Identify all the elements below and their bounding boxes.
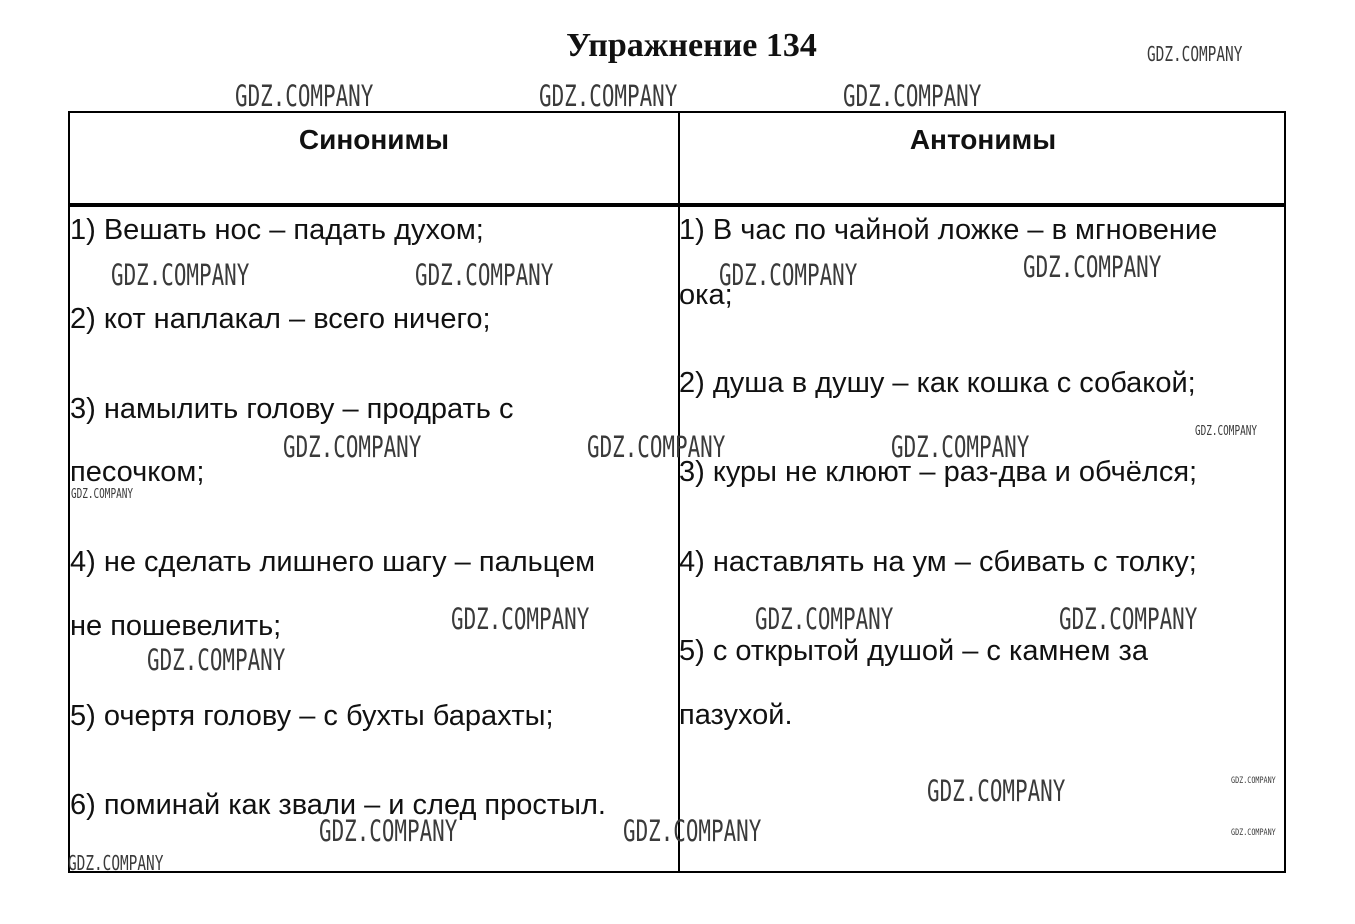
watermark: GDZ.COMPANY xyxy=(71,487,133,502)
synonym-line: 4) не сделать лишнего шагу – пальцем xyxy=(70,546,596,578)
watermark: GDZ.COMPANY xyxy=(1231,776,1276,786)
antonym-line: 3) куры не клюют – раз-два и обчёлся; xyxy=(679,456,1198,488)
antonym-line: ока; xyxy=(679,279,733,311)
watermark: GDZ.COMPANY xyxy=(891,430,1030,464)
exercise-title: Упражнение 134 xyxy=(566,27,817,64)
watermark: GDZ.COMPANY xyxy=(235,79,374,113)
header-divider xyxy=(70,203,1284,207)
antonym-line: 1) В час по чайной ложке – в мгновение xyxy=(679,214,1218,246)
watermark: GDZ.COMPANY xyxy=(719,258,858,292)
antonym-line: 5) с открытой душой – с камнем за xyxy=(679,635,1148,667)
synonym-line: 1) Вешать нос – падать духом; xyxy=(70,214,484,246)
watermark: GDZ.COMPANY xyxy=(319,814,458,848)
watermark: GDZ.COMPANY xyxy=(415,258,554,292)
watermark: GDZ.COMPANY xyxy=(283,430,422,464)
watermark: GDZ.COMPANY xyxy=(1059,602,1198,636)
synonym-line: 3) намылить голову – продрать с xyxy=(70,393,514,425)
watermark: GDZ.COMPANY xyxy=(147,643,286,677)
header-synonyms: Синонимы xyxy=(298,124,450,155)
watermark: GDZ.COMPANY xyxy=(587,430,726,464)
synonym-line: песочком; xyxy=(70,456,205,488)
watermark: GDZ.COMPANY xyxy=(451,602,590,636)
watermark: GDZ.COMPANY xyxy=(68,851,164,875)
header-antonyms: Антонимы xyxy=(909,124,1057,155)
antonym-line: пазухой. xyxy=(679,699,793,731)
synonym-line: не пошевелить; xyxy=(70,610,282,642)
watermark: GDZ.COMPANY xyxy=(111,258,250,292)
watermark: GDZ.COMPANY xyxy=(1231,828,1276,838)
watermark: GDZ.COMPANY xyxy=(1147,42,1243,66)
watermark: GDZ.COMPANY xyxy=(1195,424,1257,439)
watermark: GDZ.COMPANY xyxy=(623,814,762,848)
watermark: GDZ.COMPANY xyxy=(1023,250,1162,284)
antonym-line: 4) наставлять на ум – сбивать с толку; xyxy=(679,546,1197,578)
watermark: GDZ.COMPANY xyxy=(755,602,894,636)
watermark: GDZ.COMPANY xyxy=(927,774,1066,808)
watermark: GDZ.COMPANY xyxy=(539,79,678,113)
synonym-line: 6) поминай как звали – и след простыл. xyxy=(70,789,606,821)
watermark: GDZ.COMPANY xyxy=(843,79,982,113)
synonym-line: 2) кот наплакал – всего ничего; xyxy=(70,303,491,335)
antonym-line: 2) душа в душу – как кошка с собакой; xyxy=(679,367,1196,399)
synonym-line: 5) очертя голову – с бухты барахты; xyxy=(70,700,554,732)
